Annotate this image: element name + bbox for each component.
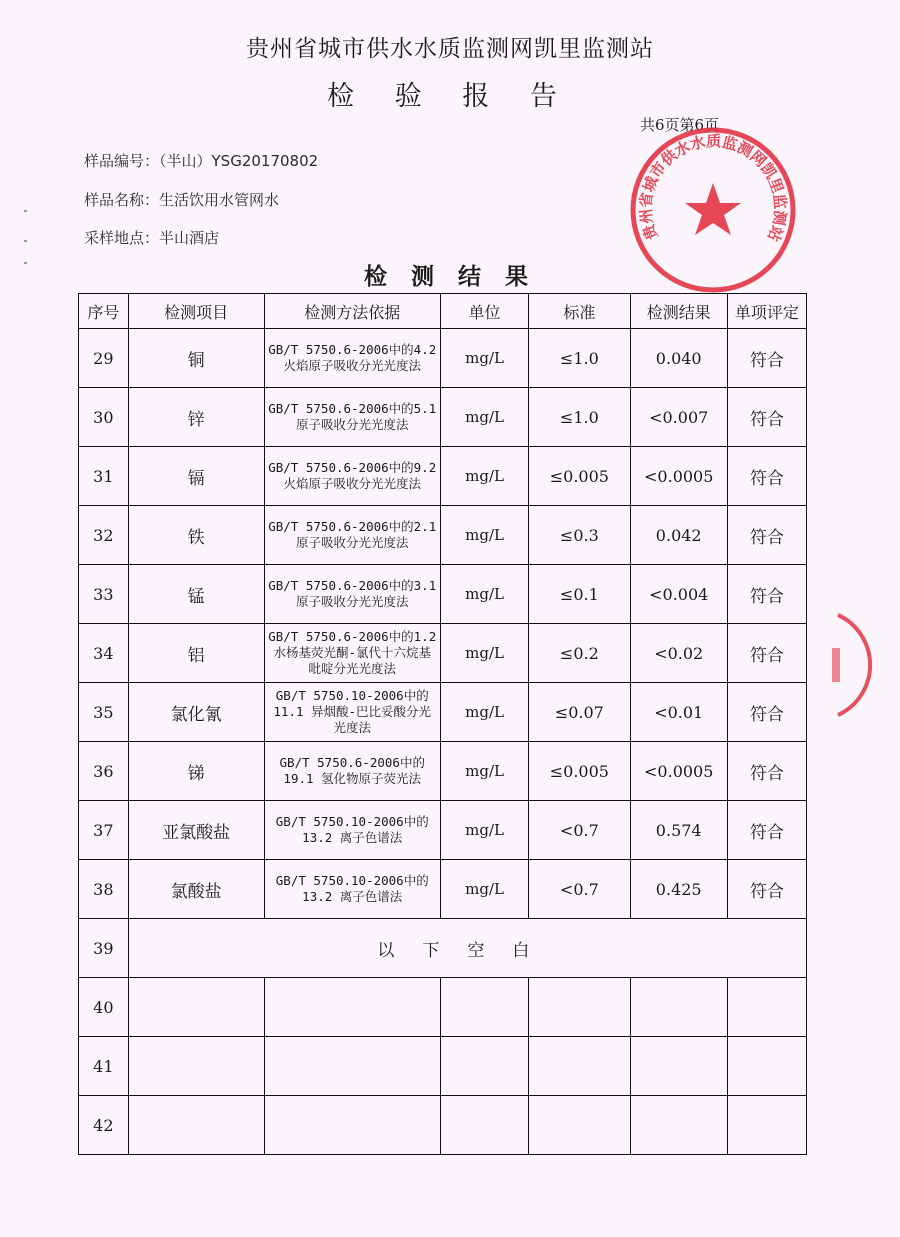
empty-cell bbox=[630, 1096, 727, 1155]
row-seq: 36 bbox=[79, 742, 129, 801]
empty-row bbox=[79, 978, 807, 1037]
row-unit: mg/L bbox=[440, 742, 528, 801]
row-seq: 41 bbox=[79, 1037, 129, 1096]
row-unit: mg/L bbox=[440, 329, 528, 388]
sample-number-label: 样品编号： bbox=[84, 152, 160, 170]
empty-cell bbox=[630, 978, 727, 1037]
row-unit: mg/L bbox=[440, 565, 528, 624]
row-judgement: 符合 bbox=[727, 742, 806, 801]
empty-cell bbox=[529, 978, 630, 1037]
row-seq: 34 bbox=[79, 624, 129, 683]
row-method: GB/T 5750.6-2006中的19.1 氢化物原子荧光法 bbox=[264, 742, 440, 801]
row-judgement: 符合 bbox=[727, 624, 806, 683]
sample-number-value: （半山）YSG20170802 bbox=[159, 152, 319, 170]
empty-cell bbox=[264, 978, 440, 1037]
empty-cell bbox=[440, 1037, 528, 1096]
scan-mark bbox=[24, 262, 27, 264]
row-result: 0.042 bbox=[630, 506, 727, 565]
row-seq: 32 bbox=[79, 506, 129, 565]
section-title: 检 测 结 果 bbox=[363, 263, 537, 290]
row-seq: 38 bbox=[79, 860, 129, 919]
row-method: GB/T 5750.10-2006中的13.2 离子色谱法 bbox=[264, 801, 440, 860]
row-unit: mg/L bbox=[440, 624, 528, 683]
sample-name-value: 生活饮用水管网水 bbox=[159, 191, 280, 209]
row-method: GB/T 5750.6-2006中的2.1原子吸收分光光度法 bbox=[264, 506, 440, 565]
header-method: 检测方法依据 bbox=[264, 294, 440, 329]
row-result: 0.040 bbox=[630, 329, 727, 388]
header-item: 检测项目 bbox=[128, 294, 264, 329]
row-standard: <0.7 bbox=[529, 801, 630, 860]
empty-row bbox=[79, 1096, 807, 1155]
row-standard: ≤0.07 bbox=[529, 683, 630, 742]
row-seq: 35 bbox=[79, 683, 129, 742]
row-method: GB/T 5750.6-2006中的1.2 水杨基荧光酮-氯代十六烷基吡啶分光光度法 bbox=[264, 624, 440, 683]
row-standard: ≤0.3 bbox=[529, 506, 630, 565]
row-unit: mg/L bbox=[440, 801, 528, 860]
row-method: GB/T 5750.10-2006中的11.1 异烟酸-巴比妥酸分光光度法 bbox=[264, 683, 440, 742]
table-header-row bbox=[79, 294, 807, 329]
row-result: 0.425 bbox=[630, 860, 727, 919]
empty-row bbox=[79, 1037, 807, 1096]
row-result: <0.004 bbox=[630, 565, 727, 624]
table-row bbox=[79, 388, 807, 447]
empty-cell bbox=[128, 1037, 264, 1096]
row-seq: 31 bbox=[79, 447, 129, 506]
row-method: GB/T 5750.6-2006中的3.1 原子吸收分光光度法 bbox=[264, 565, 440, 624]
row-standard: ≤0.005 bbox=[529, 742, 630, 801]
seal-fragment-icon bbox=[818, 610, 878, 720]
sample-name-label: 样品名称： bbox=[84, 191, 160, 209]
table-row bbox=[79, 565, 807, 624]
row-judgement: 符合 bbox=[727, 388, 806, 447]
header-judgement: 单项评定 bbox=[727, 294, 806, 329]
organization-title: 贵州省城市供水水质监测网凯里监测站 bbox=[246, 36, 654, 62]
row-item: 锑 bbox=[128, 742, 264, 801]
header-seq: 序号 bbox=[79, 294, 129, 329]
header-standard: 标准 bbox=[529, 294, 630, 329]
row-item: 铜 bbox=[128, 329, 264, 388]
scan-mark bbox=[24, 210, 27, 212]
row-unit: mg/L bbox=[440, 860, 528, 919]
empty-cell bbox=[440, 978, 528, 1037]
header-unit: 单位 bbox=[440, 294, 528, 329]
report-title: 检 验 报 告 bbox=[327, 81, 573, 112]
row-item: 氯酸盐 bbox=[128, 860, 264, 919]
empty-cell bbox=[529, 1096, 630, 1155]
row-judgement: 符合 bbox=[727, 329, 806, 388]
table-row bbox=[79, 329, 807, 388]
row-result: 0.574 bbox=[630, 801, 727, 860]
row-method: GB/T 5750.6-2006中的9.2火焰原子吸收分光光度法 bbox=[264, 447, 440, 506]
row-judgement: 符合 bbox=[727, 565, 806, 624]
sample-number-row bbox=[84, 150, 318, 171]
scan-mark bbox=[24, 240, 27, 242]
row-standard: ≤0.2 bbox=[529, 624, 630, 683]
row-judgement: 符合 bbox=[727, 860, 806, 919]
row-judgement: 符合 bbox=[727, 683, 806, 742]
official-seal-icon bbox=[628, 125, 798, 295]
row-seq: 37 bbox=[79, 801, 129, 860]
row-unit: mg/L bbox=[440, 388, 528, 447]
table-row bbox=[79, 742, 807, 801]
row-unit: mg/L bbox=[440, 447, 528, 506]
sampling-location-label: 采样地点： bbox=[84, 229, 160, 247]
row-unit: mg/L bbox=[440, 683, 528, 742]
row-item: 锰 bbox=[128, 565, 264, 624]
row-item: 锌 bbox=[128, 388, 264, 447]
row-result: <0.007 bbox=[630, 388, 727, 447]
empty-cell bbox=[727, 1037, 806, 1096]
empty-cell bbox=[264, 1096, 440, 1155]
row-method: GB/T 5750.6-2006中的5.1 原子吸收分光光度法 bbox=[264, 388, 440, 447]
row-standard: ≤1.0 bbox=[529, 329, 630, 388]
row-item: 镉 bbox=[128, 447, 264, 506]
row-seq: 33 bbox=[79, 565, 129, 624]
row-standard: ≤0.1 bbox=[529, 565, 630, 624]
row-result: <0.0005 bbox=[630, 447, 727, 506]
row-item: 氯化氰 bbox=[128, 683, 264, 742]
header-result: 检测结果 bbox=[630, 294, 727, 329]
table-row bbox=[79, 683, 807, 742]
empty-cell bbox=[440, 1096, 528, 1155]
row-seq: 29 bbox=[79, 329, 129, 388]
row-judgement: 符合 bbox=[727, 506, 806, 565]
row-seq: 39 bbox=[79, 919, 129, 978]
row-result: <0.0005 bbox=[630, 742, 727, 801]
row-judgement: 符合 bbox=[727, 801, 806, 860]
row-seq: 30 bbox=[79, 388, 129, 447]
empty-cell bbox=[128, 978, 264, 1037]
seal-text: 贵州省城市供水水质监测网凯里监测站 bbox=[636, 132, 790, 244]
table-row bbox=[79, 801, 807, 860]
row-standard: ≤0.005 bbox=[529, 447, 630, 506]
row-unit: mg/L bbox=[440, 506, 528, 565]
table-row bbox=[79, 860, 807, 919]
row-item: 铝 bbox=[128, 624, 264, 683]
row-result: <0.02 bbox=[630, 624, 727, 683]
row-result: <0.01 bbox=[630, 683, 727, 742]
sampling-location-value: 半山酒店 bbox=[159, 229, 220, 247]
row-seq: 40 bbox=[79, 978, 129, 1037]
row-method: GB/T 5750.6-2006中的4.2 火焰原子吸收分光光度法 bbox=[264, 329, 440, 388]
table-row bbox=[79, 447, 807, 506]
table-row bbox=[79, 506, 807, 565]
sampling-location-row bbox=[84, 227, 219, 248]
row-method: GB/T 5750.10-2006中的13.2 离子色谱法 bbox=[264, 860, 440, 919]
results-table bbox=[78, 293, 807, 1155]
row-standard: <0.7 bbox=[529, 860, 630, 919]
table-row bbox=[79, 624, 807, 683]
blank-note-row bbox=[79, 919, 807, 978]
row-item: 铁 bbox=[128, 506, 264, 565]
page-indicator: 共6页第6页 bbox=[640, 116, 720, 134]
sample-name-row bbox=[84, 189, 279, 210]
empty-cell bbox=[630, 1037, 727, 1096]
blank-note: 以下空白 bbox=[128, 919, 806, 978]
row-standard: ≤1.0 bbox=[529, 388, 630, 447]
empty-cell bbox=[727, 1096, 806, 1155]
empty-cell bbox=[264, 1037, 440, 1096]
row-item: 亚氯酸盐 bbox=[128, 801, 264, 860]
row-seq: 42 bbox=[79, 1096, 129, 1155]
row-judgement: 符合 bbox=[727, 447, 806, 506]
empty-cell bbox=[529, 1037, 630, 1096]
empty-cell bbox=[128, 1096, 264, 1155]
empty-cell bbox=[727, 978, 806, 1037]
